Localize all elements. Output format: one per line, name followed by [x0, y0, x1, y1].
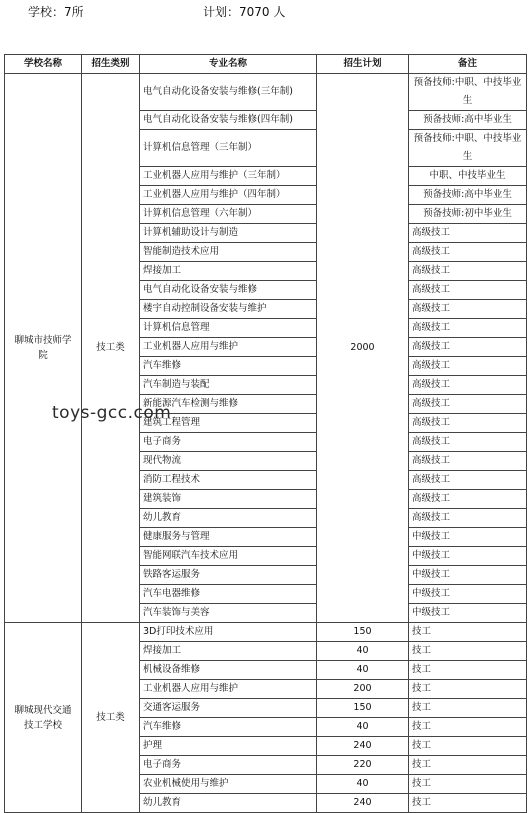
major-cell: 焊接加工 [140, 262, 317, 281]
major-cell: 健康服务与管理 [140, 528, 317, 547]
note-cell: 预备技师:高中毕业生 [409, 111, 527, 130]
plan-cell: 40 [317, 642, 409, 661]
plan-cell: 240 [317, 737, 409, 756]
major-cell: 楼宇自动控制设备安装与维护 [140, 300, 317, 319]
major-cell: 电子商务 [140, 433, 317, 452]
table-body [5, 74, 527, 813]
note-cell: 高级技工 [409, 243, 527, 262]
major-cell: 农业机械使用与维护 [140, 775, 317, 794]
watermark: toys-gcc.com [52, 403, 172, 423]
note-cell: 高级技工 [409, 509, 527, 528]
school-name-cell: 聊城市技师学院 [5, 74, 82, 623]
plan-cell: 40 [317, 661, 409, 680]
plan-cell: 220 [317, 756, 409, 775]
major-cell: 计算机辅助设计与制造 [140, 224, 317, 243]
major-cell: 电气自动化设备安装与维修(四年制) [140, 111, 317, 130]
plan-cell: 40 [317, 718, 409, 737]
major-cell: 汽车制造与装配 [140, 376, 317, 395]
major-cell: 护理 [140, 737, 317, 756]
note-cell: 高级技工 [409, 300, 527, 319]
note-cell: 高级技工 [409, 395, 527, 414]
note-cell: 技工 [409, 718, 527, 737]
note-cell: 中职、中技毕业生 [409, 167, 527, 186]
note-cell: 技工 [409, 794, 527, 813]
major-cell: 计算机信息管理 [140, 319, 317, 338]
plan-cell: 240 [317, 794, 409, 813]
major-cell: 3D打印技术应用 [140, 623, 317, 642]
major-cell: 焊接加工 [140, 642, 317, 661]
major-cell: 电子商务 [140, 756, 317, 775]
col-header-category: 招生类别 [82, 55, 140, 74]
note-cell: 高级技工 [409, 262, 527, 281]
school-name-cell: 聊城现代交通技工学校 [5, 623, 82, 813]
major-cell: 汽车维修 [140, 357, 317, 376]
enrollment-table [4, 54, 527, 813]
note-cell: 技工 [409, 737, 527, 756]
school-count: 学校：7所 [28, 5, 84, 19]
note-cell: 预备技师:高中毕业生 [409, 186, 527, 205]
note-cell: 中级技工 [409, 547, 527, 566]
plan-cell: 40 [317, 775, 409, 794]
note-cell: 技工 [409, 680, 527, 699]
major-cell: 智能网联汽车技术应用 [140, 547, 317, 566]
col-header-school: 学校名称 [5, 55, 82, 74]
note-cell: 高级技工 [409, 224, 527, 243]
note-cell: 技工 [409, 623, 527, 642]
major-cell: 幼儿教育 [140, 794, 317, 813]
col-header-plan: 招生计划 [317, 55, 409, 74]
note-cell: 高级技工 [409, 414, 527, 433]
note-cell: 预备技师:初中毕业生 [409, 205, 527, 224]
major-cell: 工业机器人应用与维护 [140, 680, 317, 699]
plan-total: 计划：7070 人 [203, 5, 286, 19]
major-cell: 建筑装饰 [140, 490, 317, 509]
major-cell: 机械设备维修 [140, 661, 317, 680]
note-cell: 技工 [409, 661, 527, 680]
note-cell: 高级技工 [409, 452, 527, 471]
note-cell: 中级技工 [409, 585, 527, 604]
note-cell: 高级技工 [409, 281, 527, 300]
plan-cell: 2000 [317, 74, 409, 623]
plan-cell: 150 [317, 699, 409, 718]
major-cell: 工业机器人应用与维护 [140, 338, 317, 357]
major-cell: 汽车电器维修 [140, 585, 317, 604]
major-cell: 计算机信息管理（六年制） [140, 205, 317, 224]
major-cell: 铁路客运服务 [140, 566, 317, 585]
major-cell: 电气自动化设备安装与维修 [140, 281, 317, 300]
col-header-major: 专业名称 [140, 55, 317, 74]
plan-cell: 150 [317, 623, 409, 642]
plan-cell: 200 [317, 680, 409, 699]
major-cell: 计算机信息管理（三年制） [140, 130, 317, 167]
major-cell: 汽车维修 [140, 718, 317, 737]
table-header-row [5, 55, 527, 74]
note-cell: 高级技工 [409, 338, 527, 357]
note-cell: 高级技工 [409, 471, 527, 490]
major-cell: 现代物流 [140, 452, 317, 471]
note-cell: 技工 [409, 642, 527, 661]
note-cell: 高级技工 [409, 319, 527, 338]
note-cell: 中级技工 [409, 566, 527, 585]
major-cell: 幼儿教育 [140, 509, 317, 528]
note-cell: 技工 [409, 756, 527, 775]
note-cell: 中级技工 [409, 528, 527, 547]
note-cell: 预备技师:中职、中技毕业生 [409, 130, 527, 167]
note-cell: 预备技师:中职、中技毕业生 [409, 74, 527, 111]
major-cell: 新能源汽车检测与维修 [140, 395, 317, 414]
major-cell: 工业机器人应用与维护（三年制） [140, 167, 317, 186]
category-cell: 技工类 [82, 74, 140, 623]
col-header-note: 备注 [409, 55, 527, 74]
major-cell: 智能制造技术应用 [140, 243, 317, 262]
major-cell: 电气自动化设备安装与维修(三年制) [140, 74, 317, 111]
major-cell: 消防工程技术 [140, 471, 317, 490]
major-cell: 交通客运服务 [140, 699, 317, 718]
major-cell: 工业机器人应用与维护（四年制） [140, 186, 317, 205]
note-cell: 高级技工 [409, 376, 527, 395]
note-cell: 技工 [409, 775, 527, 794]
note-cell: 高级技工 [409, 357, 527, 376]
table-row [5, 623, 527, 642]
note-cell: 高级技工 [409, 490, 527, 509]
note-cell: 技工 [409, 699, 527, 718]
major-cell: 建筑工程管理 [140, 414, 317, 433]
major-cell: 汽车装饰与美容 [140, 604, 317, 623]
page-header [0, 0, 531, 24]
category-cell: 技工类 [82, 623, 140, 813]
table-row [5, 74, 527, 111]
note-cell: 高级技工 [409, 433, 527, 452]
note-cell: 中级技工 [409, 604, 527, 623]
